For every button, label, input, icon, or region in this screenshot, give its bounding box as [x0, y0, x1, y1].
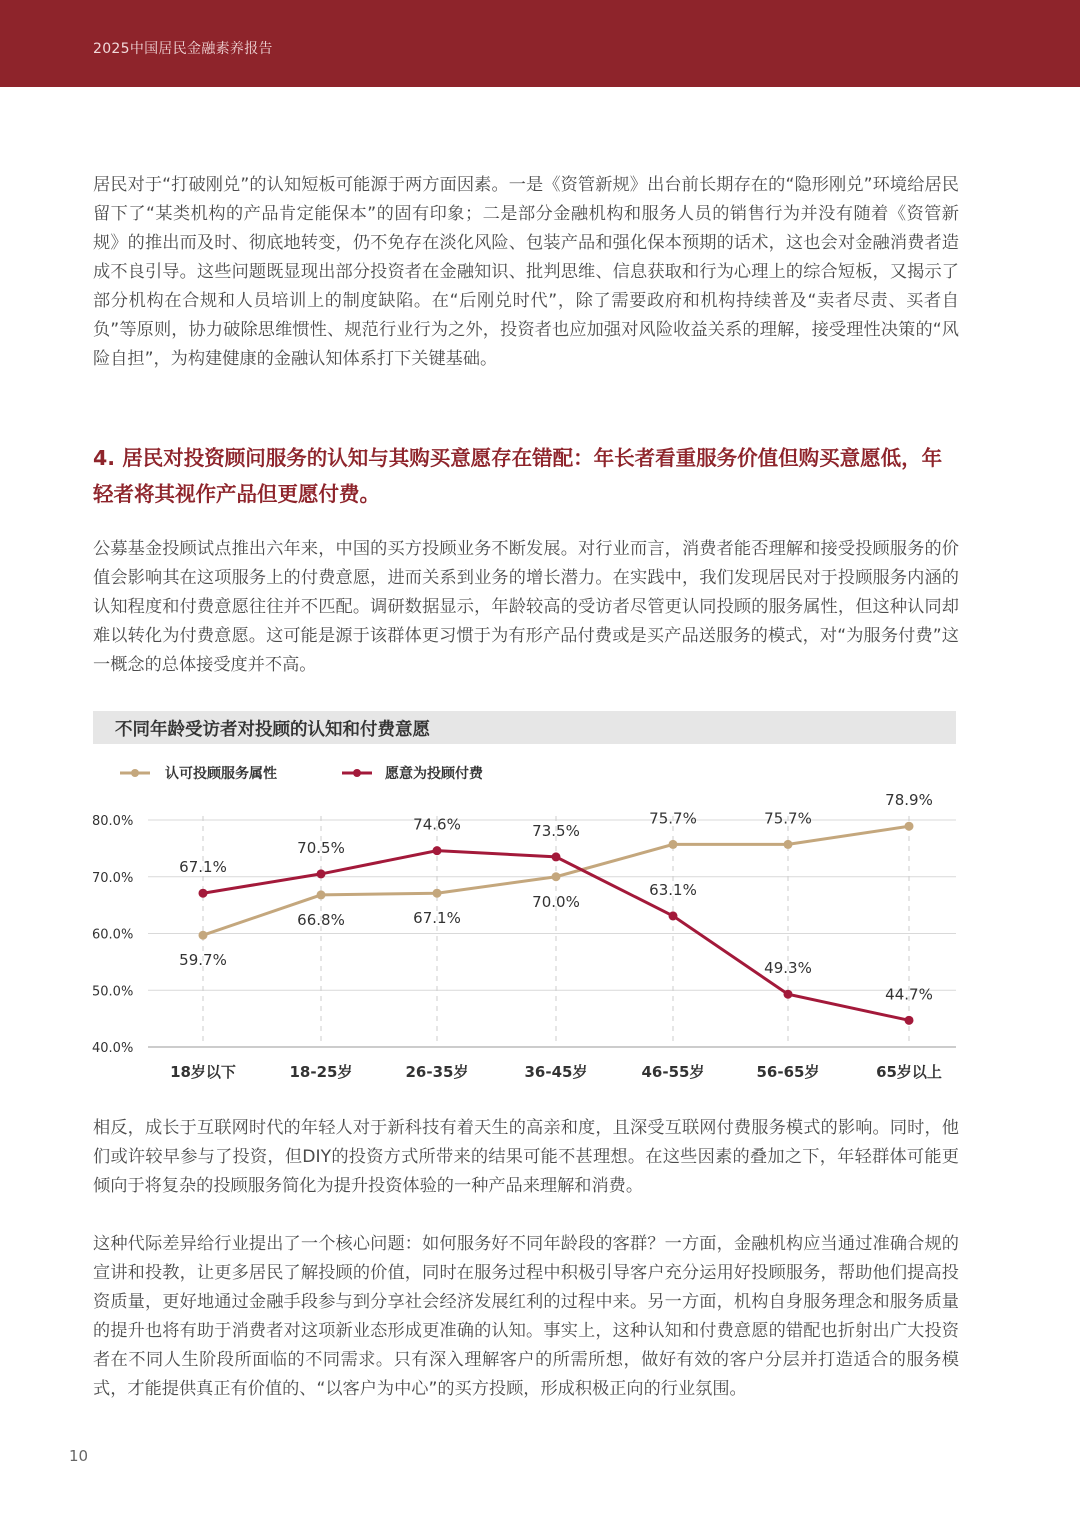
- data-point: [784, 990, 793, 999]
- page-header: [0, 0, 1080, 87]
- x-tick-label: 18岁以下: [170, 1063, 236, 1081]
- data-label: 75.7%: [764, 809, 812, 828]
- data-label: 63.1%: [649, 880, 697, 899]
- legend-label-1: 认可投顾服务属性: [165, 766, 277, 782]
- legend-marker-1: [131, 769, 139, 777]
- data-label: 78.9%: [885, 791, 933, 810]
- data-label: 44.7%: [885, 985, 933, 1004]
- paragraph-4: 这种代际差异给行业提出了一个核心问题：如何服务好不同年龄段的客群？一方面，金融机构应当通过准确合规的宣讲和投教，让更多居民了解投顾的价值，同时在服务过程中积极引导客户充分运用好投顾服务，帮助他们提高投资质量，更好地通过金融手段参与到分享社会经济发展红利的过程中来。另一方面，机构自身服务理念和服务质量的提升也将有助于消费者对这项新业态形成更准确的认知。事实上，这种认知和付费意愿的错配也折射出广大投资者在不同人生阶段所面临的不同需求。只有深入理解客户的所需所想，做好有效的客户分层并打造适合的服务模式，才能提供真正有价值的、“以客户为中心”的买方投顾，形成积极正向的行业氛围。: [93, 1234, 959, 1399]
- data-label: 73.5%: [532, 821, 580, 840]
- data-label: 70.5%: [297, 838, 345, 857]
- chart-title: 不同年龄受访者对投顾的认知和付费意愿: [115, 720, 430, 740]
- chart-title-bar: [93, 711, 956, 744]
- y-tick-label: 50.0%: [92, 984, 134, 1000]
- legend-label-2: 愿意为投顾付费: [385, 766, 483, 782]
- data-point: [905, 822, 914, 831]
- paragraph-2: 公募基金投顾试点推出六年来，中国的买方投顾业务不断发展。对行业而言，消费者能否理解和接受投顾服务的价值会影响其在这项服务上的付费意愿，进而关系到业务的增长潜力。在实践中，我们发现居民对于投顾服务内涵的认知程度和付费意愿往往并不匹配。调研数据显示，年龄较高的受访者尽管更认同投顾的服务属性，但这种认同却难以转化为付费意愿。这可能是源于该群体更习惯于为有形产品付费或是买产品送服务的模式，对“为服务付费”这一概念的总体接受度并不高。: [93, 539, 959, 675]
- paragraph-3: 相反，成长于互联网时代的年轻人对于新科技有着天生的高亲和度，且深受互联网付费服务模式的影响。同时，他们或许较早参与了投资，但DIY的投资方式所带来的结果可能不甚理想。在这些因素的叠加之下，年轻群体可能更倾向于将复杂的投顾服务简化为提升投资体验的一种产品来理解和消费。: [93, 1118, 959, 1196]
- x-tick-label: 65岁以上: [876, 1063, 942, 1081]
- data-label: 75.7%: [649, 809, 697, 828]
- data-point: [552, 872, 561, 881]
- x-tick-label: 36-45岁: [524, 1063, 588, 1081]
- x-tick-label: 26-35岁: [405, 1063, 469, 1081]
- data-point: [669, 840, 678, 849]
- x-tick-label: 46-55岁: [641, 1063, 705, 1081]
- data-label: 67.1%: [413, 909, 461, 928]
- data-point: [317, 890, 326, 899]
- data-point: [317, 869, 326, 878]
- data-label: 59.7%: [179, 951, 227, 970]
- paragraph-1: 居民对于“打破刚兑”的认知短板可能源于两方面因素。一是《资管新规》出台前长期存在的“隐形刚兑”环境给居民留下了“某类机构的产品肯定能保本”的固有印象；二是部分金融机构和服务人员的销售行为并没有随着《资管新规》的推出而及时、彻底地转变，仍不免存在淡化风险、包装产品和强化保本预期的话术，这也会对金融消费者造成不良引导。这些问题既显现出部分投资者在金融知识、批判思维、信息获取和行为心理上的综合短板，又揭示了部分机构在合规和人员培训上的制度缺陷。在“后刚兑时代”，除了需要政府和机构持续普及“卖者尽责、买者自负”等原则，协力破除思维惯性、规范行业行为之外，投资者也应加强对风险收益关系的理解，接受理性决策的“风险自担”，为构建健康的金融认知体系打下关键基础。: [93, 175, 959, 369]
- y-tick-label: 80.0%: [92, 814, 134, 829]
- data-point: [905, 1016, 914, 1025]
- data-point: [784, 840, 793, 849]
- legend-marker-2: [353, 769, 361, 777]
- data-point: [199, 931, 208, 940]
- data-label: 74.6%: [413, 815, 461, 834]
- data-point: [199, 889, 208, 898]
- data-point: [552, 852, 561, 861]
- data-label: 49.3%: [764, 959, 812, 978]
- page-number: 10: [69, 1447, 89, 1465]
- line-chart: [80, 750, 980, 1100]
- data-label: 66.8%: [297, 910, 345, 929]
- section-heading: 4. 居民对投资顾问服务的认知与其购买意愿存在错配：年长者看重服务价值但购买意愿低，年轻者将其视作产品但更愿付费。: [93, 446, 943, 506]
- y-tick-label: 60.0%: [92, 927, 134, 943]
- report-title: 2025中国居民金融素养报告: [93, 41, 273, 57]
- x-tick-label: 56-65岁: [756, 1063, 820, 1081]
- y-tick-label: 40.0%: [92, 1041, 134, 1056]
- x-tick-label: 18-25岁: [289, 1063, 353, 1081]
- data-point: [669, 911, 678, 920]
- data-point: [433, 846, 442, 855]
- data-label: 67.1%: [179, 858, 227, 877]
- data-point: [433, 889, 442, 898]
- y-tick-label: 70.0%: [92, 870, 134, 886]
- data-label: 70.0%: [532, 892, 580, 911]
